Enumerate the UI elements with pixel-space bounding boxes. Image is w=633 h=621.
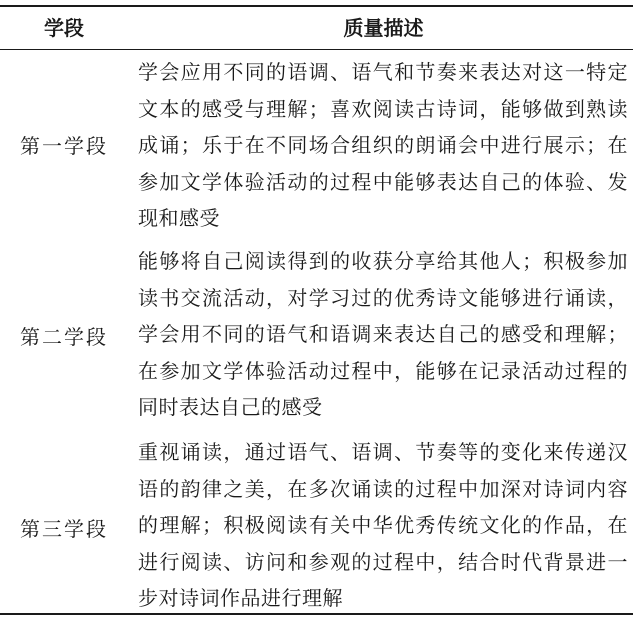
stage-cell: 第三学段 [20, 517, 108, 541]
stage-cell: 第二学段 [20, 325, 108, 349]
header-stage: 学段 [44, 16, 84, 40]
description-cell: 能够将自己阅读得到的收获分享给其他人；积极参加读书交流活动，对学习过的优秀诗文能够进行诵读，学会用不同的语气和语调来表达自己的感受和理解；在参加文学体验活动过程中，能够在记录活动过程的同时表达自己的感受 [138, 249, 628, 419]
stage-cell: 第一学段 [20, 134, 108, 158]
header-description: 质量描述 [343, 16, 424, 40]
table-header-rule [0, 49, 633, 50]
description-cell: 重视诵读，通过语气、语调、节奏等的变化来传递汉语的韵律之美，在多次诵读的过程中加深对诗词内容的理解；积极阅读有关中华优秀传统文化的作品，在进行阅读、访问和参观的过程中，结合时代背景进一步对诗词作品进行理解 [138, 440, 628, 610]
description-cell: 学会应用不同的语调、语气和节奏来表达对这一特定文本的感受与理解；喜欢阅读古诗词，能够做到熟读成诵；乐于在不同场合组织的朗诵会中进行展示；在参加文学体验活动的过程中能够表达自己的体验、发现和感受 [138, 60, 628, 230]
table-bottom-rule [0, 613, 633, 615]
